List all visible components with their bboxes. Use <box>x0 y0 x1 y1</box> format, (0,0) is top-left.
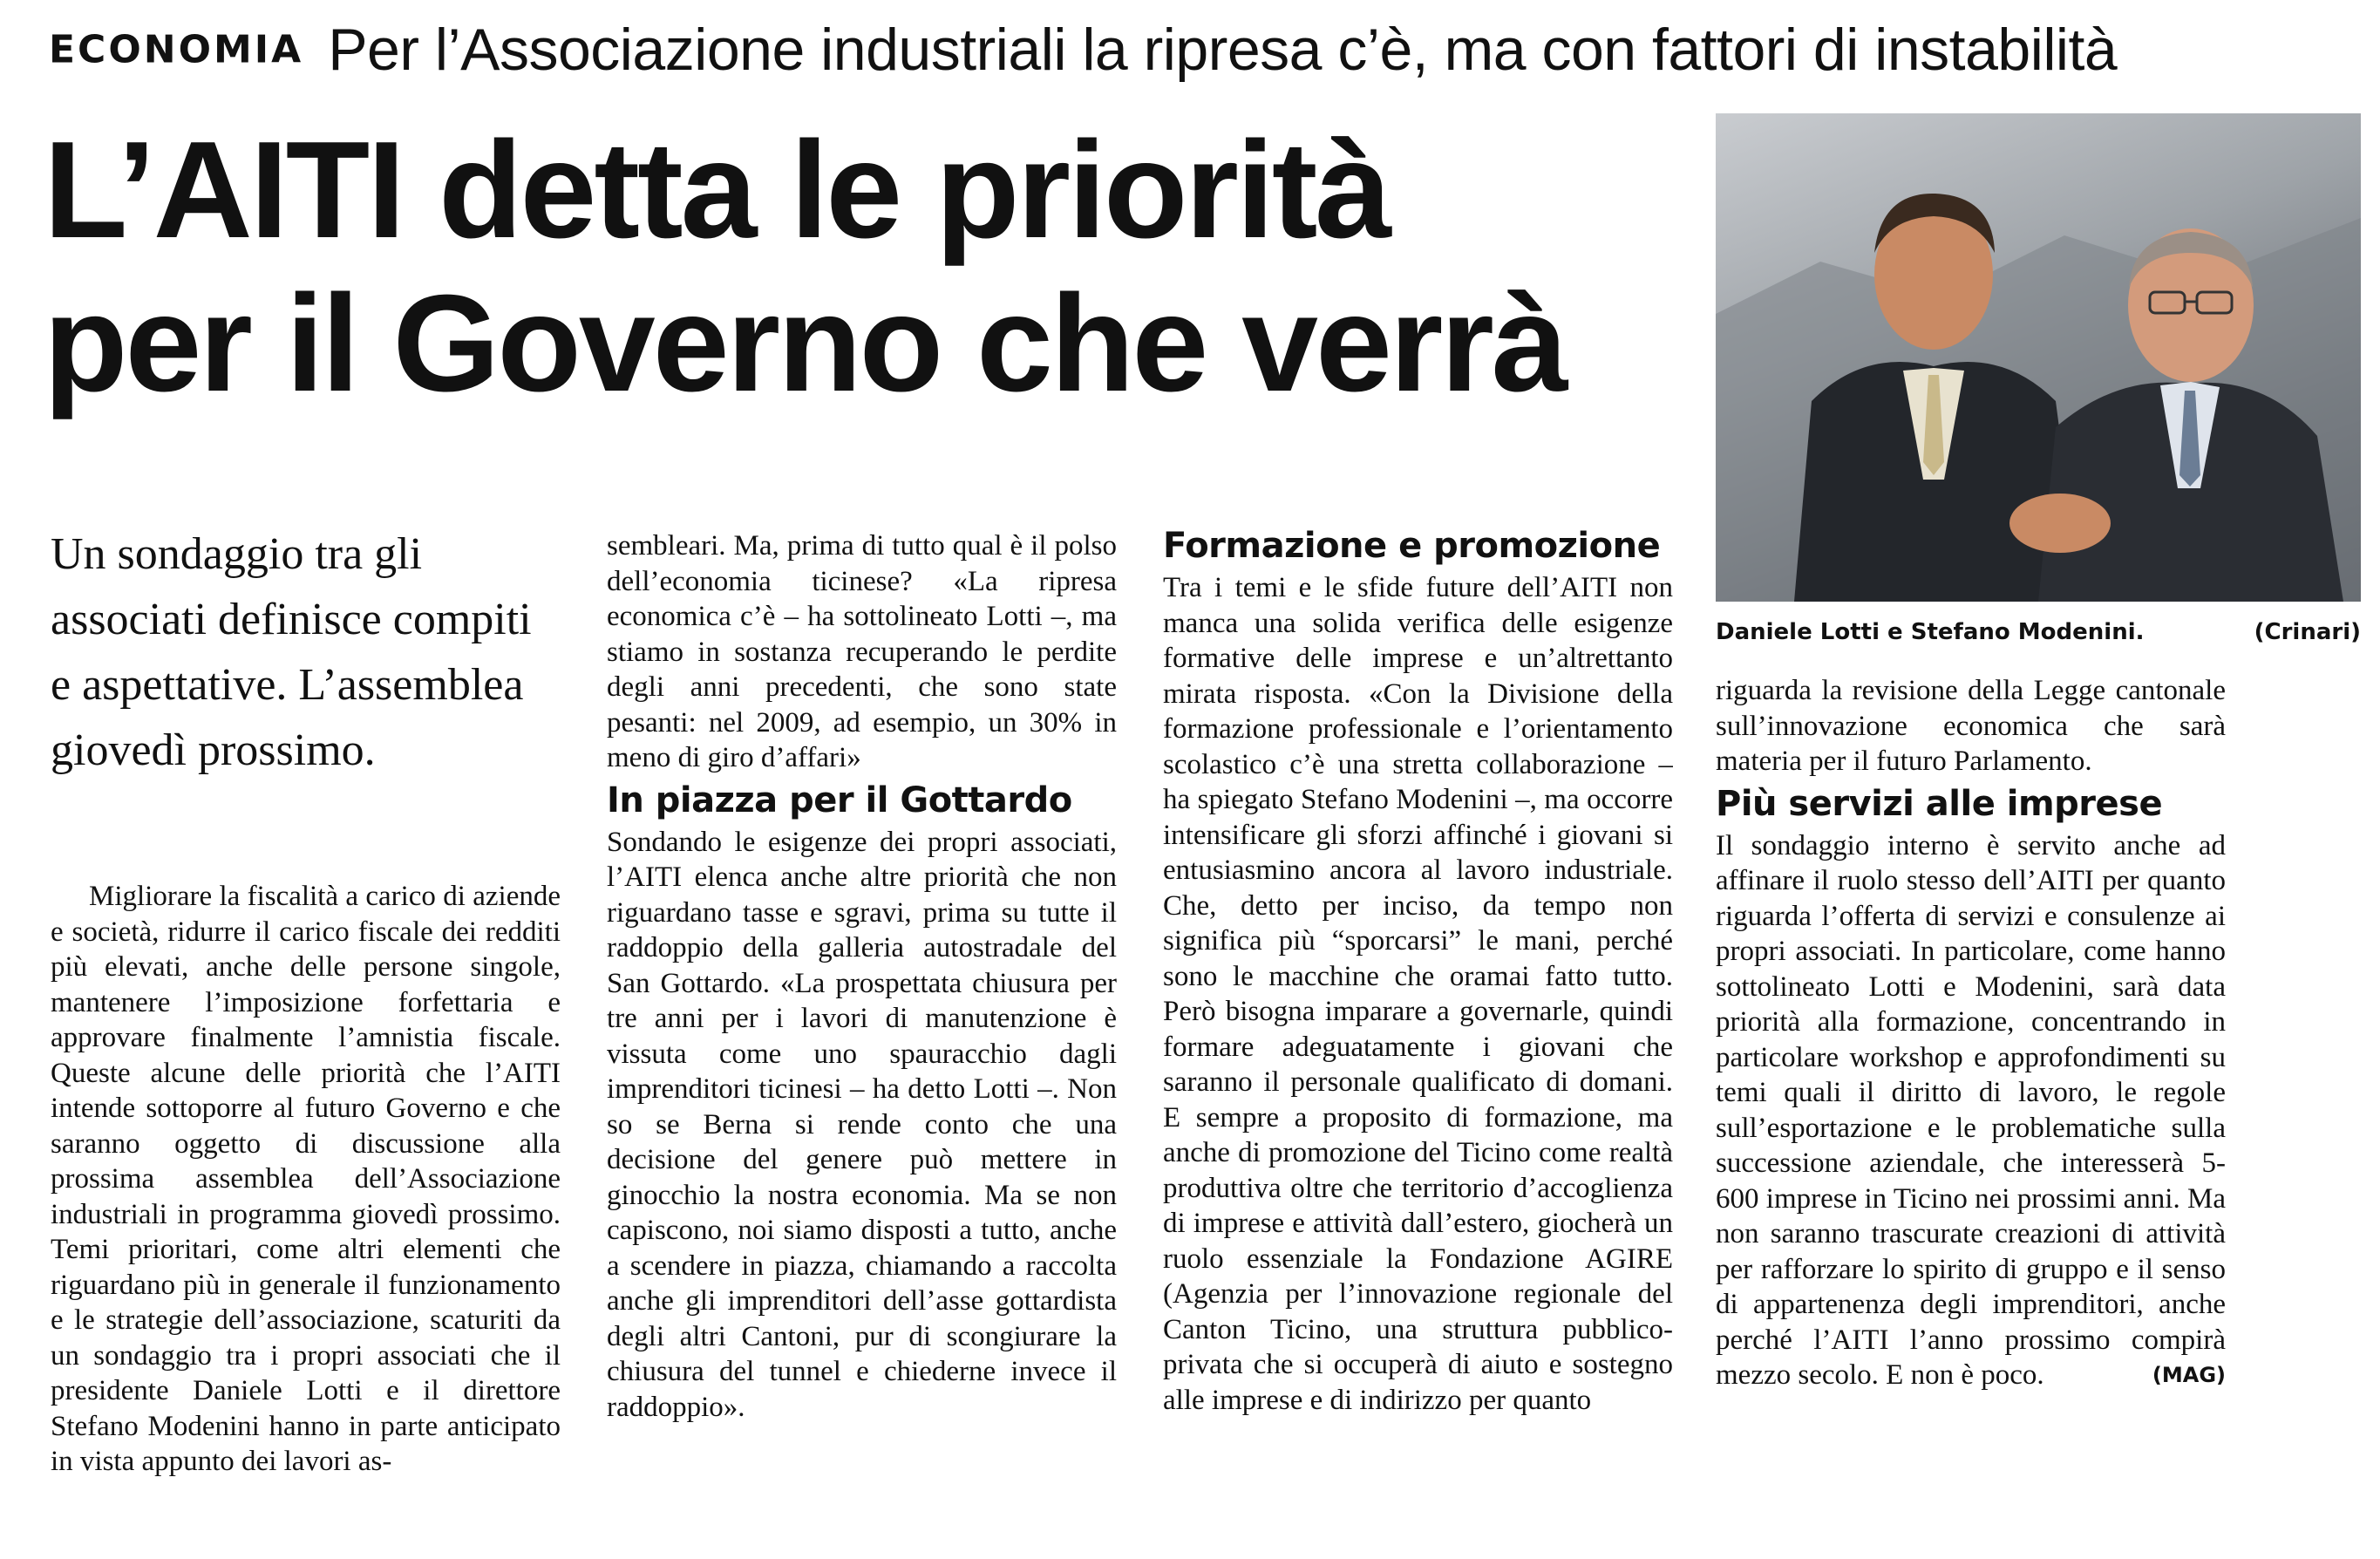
col2-paragraph-2: Sondando le esigenze dei propri associati, l’AITI elenca anche altre priorità che non riguardano tasse e sgravi, prima su tutte il raddoppio della galleria autostradale del San Gottardo. «La prospettata chiusura per tre anni per i lavori di manutenzione è vissuta come uno spauracchio dagli imprenditori ticinesi – ha detto Lotti –. Non so se Berna si rende conto che una decisione del genere può mettere in ginocchio la nostra economia. Ma se non capiscono, noi siamo disposti a tutto, anche a scendere in piazza, chiamando a raccolta anche gli imprenditori dell’asse gottardista degli altri Cantoni, pur di scongiurare la chiusura del tunnel e chiederne invece il raddoppio». <box>607 826 1117 1423</box>
col1-paragraph-1: Migliorare la fiscalità a carico di aziende e società, ridurre il carico fiscale dei redditi più elevati, anche delle persone singole, mantenere l’imposizione forfettaria e approvare finalmente l’amnistia fiscale. Queste alcune delle priorità che l’AITI intende sottoporre al futuro Governo e che saranno oggetto di discussione alla prossima assemblea dell’Associazione industriali in programma giovedì prossimo. Temi prioritari, come altri elementi che riguardano più in generale il funzionamento e le strategie dell’associazione, scaturiti da un sondaggio tra i propri associati che il presidente Daniele Lotti e il direttore Stefano Modenini hanno in parte anticipato in vista appunto dei lavori as- <box>51 881 561 1477</box>
col2-paragraph-1: sembleari. Ma, prima di tutto qual è il polso dell’economia ticinese? «La ripresa economica c’è – ha sottolineato Lotti –, ma stiamo in sostanza recuperando le perdite degli anni precedenti, che sono state pesanti: nel 2009, ad esempio, un 30% in meno di giro d’affari» <box>607 530 1117 773</box>
headline <box>44 113 1700 420</box>
overline-bar <box>49 16 2228 112</box>
column-2 <box>607 528 1117 1550</box>
author-signature: (MAG) <box>2152 1363 2226 1387</box>
overline: Per l’Associazione industriali la ripresa c’è, ma con fattori di instabilità <box>328 17 2118 83</box>
column-1 <box>51 879 561 1550</box>
col4-paragraph-2 <box>1716 828 2226 1393</box>
deck: Un sondaggio tra gli associati definisce compiti e aspettative. L’assemblea giovedì prossimo. <box>51 529 532 775</box>
col4-paragraph-2-text: Il sondaggio interno è servito anche ad affinare il ruolo stesso dell’AITI per quanto riguarda l’offerta di servizi e consulenze ai propri associati. In particolare, come hanno sottolineato Lotti e Modenini, sarà data priorità alla formazione, concentrando in particolare workshop e approfondimenti su temi quali il diritto di lavoro, le regole sull’esportazione e le problematiche sulla successione aziendale, che interesserà 5-600 imprese in Ticino nei prossimi anni. Ma non saranno trascurate creazioni di attività per rafforzare lo spirito di gruppo e il senso di appartenenza degli imprenditori, anche perché l’AITI l’anno prossimo compirà mezzo secolo. E non è poco. <box>1716 829 2226 1391</box>
headline-line-2: per il Governo che verrà <box>44 267 1566 420</box>
section-kicker: ECONOMIA <box>49 27 304 72</box>
headline-line-1: L’AITI detta le priorità <box>44 113 1390 267</box>
col4-subheading: Più servizi alle imprese <box>1716 783 2163 824</box>
photo-caption <box>1716 610 2361 654</box>
col3-subheading: Formazione e promozione <box>1163 526 1661 566</box>
caption-text: Daniele Lotti e Stefano Modenini. <box>1716 619 2145 645</box>
col2-subheading: In piazza per il Gottardo <box>607 780 1072 820</box>
column-3 <box>1163 521 1673 1550</box>
col3-paragraph-1: Tra i temi e le sfide future dell’AITI non manca una solida verifica delle esigenze formative delle imprese e un’altrettanto mirata risposta. «Con la Divisione della formazione professionale e l’orientamento scolastico c’è una stretta collaborazione – ha spiegato Stefano Modenini –, ma occorre intensificare gli sforzi affinché i giovani si entusiasmino ancora al lavoro industriale. Che, detto per inciso, da tempo non significa più “sporcarsi” le mani, perché sono le macchine che oramai fatto tutto. Però bisogna imparare a governarle, quindi formare adeguatamente i giovani che saranno il personale qualificato di domani. E sempre a proposito di formazione, ma anche di promozione del Ticino come realtà produttiva oltre che territorio d’accoglienza di imprese e attività dall’estero, giocherà un ruolo essenziale la Fondazione AGIRE (Agenzia per l’innovazione regionale del Canton Ticino, una struttura pubblico-privata che si occuperà di aiuto e sostegno alle imprese e di indirizzo per quanto <box>1163 572 1673 1416</box>
photo-illustration <box>1716 113 2361 602</box>
column-4 <box>1716 673 2226 1550</box>
photo-credit: (Crinari) <box>2254 619 2361 645</box>
article-photo <box>1716 113 2361 602</box>
col4-paragraph-1: riguarda la revisione della Legge cantonale sull’innovazione economica che sarà materia per il futuro Parlamento. <box>1716 675 2226 777</box>
